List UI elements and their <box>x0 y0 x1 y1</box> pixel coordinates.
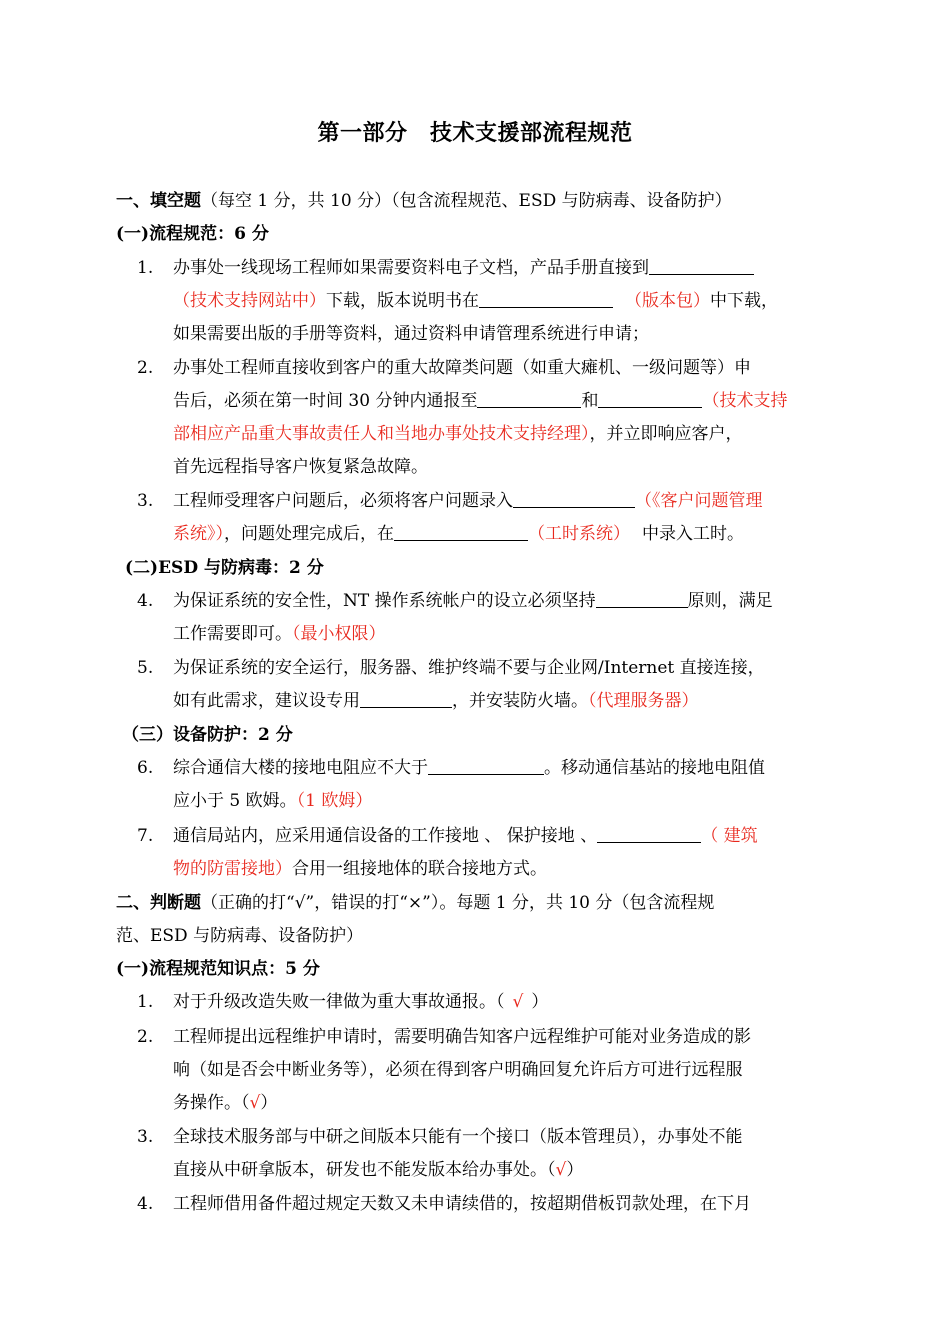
question-text: 直接从中研拿版本，研发也不能发版本给办事处。（ <box>173 1160 556 1180</box>
answer-text: （1 欧姆） <box>296 791 373 811</box>
answer-blank <box>649 256 754 275</box>
question-text: ，问题处理完成后，在 <box>224 524 394 544</box>
question-text: 办事处一线现场工程师如果需要资料电子文档，产品手册直接到 <box>173 258 649 278</box>
answer-check: √ <box>555 1160 567 1180</box>
question-text: 务操作。（ <box>173 1093 250 1113</box>
question-line <box>173 786 372 816</box>
question-number: 1. <box>137 992 154 1012</box>
subsection-esd: (二)ESD 与防病毒：2 分 <box>125 558 324 578</box>
answer-text: （《客户问题管理 <box>635 491 763 511</box>
question-line: 全球技术服务部与中研之间版本只能有一个接口（版本管理员），办事处不能 <box>173 1127 743 1147</box>
question-text: 中录入工时。 <box>642 524 744 544</box>
answer-check: √ <box>512 992 524 1012</box>
answer-blank <box>477 389 581 408</box>
answer-text: 部相应产品重大事故责任人和当地办事处技术支持经理） <box>173 424 590 444</box>
answer-text: 物的防雷接地） <box>173 859 292 879</box>
question-text: 告后，必须在第一时间 30 分钟内通报至 <box>173 391 478 411</box>
question-text: 中下载， <box>710 291 778 311</box>
heading-label: 二、判断题 <box>116 893 201 913</box>
heading-note-continued: 范、ESD 与防病毒、设备防护） <box>116 926 364 946</box>
question-number: 5. <box>137 658 154 678</box>
heading-note: （每空 1 分，共 10 分）（包含流程规范、ESD 与防病毒、设备防护） <box>201 191 732 211</box>
question-text: ，并立即响应客户， <box>589 424 743 444</box>
question-line <box>173 419 743 449</box>
question-text: ） <box>531 992 549 1012</box>
question-line <box>173 686 699 716</box>
question-text: ，并安装防火墙。 <box>452 691 588 711</box>
question-line <box>173 821 758 851</box>
question-line: 为保证系统的安全运行，服务器、维护终端不要与企业网/Internet 直接连接， <box>173 658 765 678</box>
question-line: 如果需要出版的手册等资料，通过资料申请管理系统进行申请； <box>173 324 649 344</box>
question-text: 如有此需求，建议设专用 <box>173 691 360 711</box>
section-heading-fill-in <box>116 186 732 216</box>
question-number: 3. <box>137 1127 154 1147</box>
question-line <box>173 486 763 516</box>
question-text: ） <box>566 1160 584 1180</box>
answer-text: （版本包） <box>625 291 710 311</box>
question-text: 通信局站内，应采用通信设备的工作接地 、 保护接地 、 <box>173 826 598 846</box>
subsection-equipment: （三）设备防护：2 分 <box>122 725 293 745</box>
question-line <box>173 253 754 283</box>
question-text: 。移动通信基站的接地电阻值 <box>544 758 765 778</box>
answer-text: 系统》） <box>173 524 224 544</box>
question-text: 和 <box>581 391 599 411</box>
question-number: 6. <box>137 758 154 778</box>
question-number: 1. <box>137 258 154 278</box>
question-text: 原则，满足 <box>687 591 773 611</box>
question-line <box>173 386 787 416</box>
question-line: 办事处工程师直接收到客户的重大故障类问题（如重大瘫机、一级问题等）申 <box>173 358 751 378</box>
question-number: 3. <box>137 491 154 511</box>
subsection-process: (一)流程规范：6 分 <box>116 224 269 244</box>
answer-blank <box>598 389 702 408</box>
question-line <box>173 1155 583 1185</box>
page-title: 第一部分 技术支援部流程规范 <box>317 120 633 146</box>
question-line: 工程师借用备件超过规定天数又未申请续借的，按超期借板罚款处理，在下月 <box>173 1194 751 1214</box>
answer-text: （最小权限） <box>292 624 386 644</box>
question-line <box>173 519 744 549</box>
question-line <box>173 286 778 316</box>
answer-text: （工时系统） <box>528 524 630 544</box>
answer-blank <box>596 589 688 608</box>
question-line <box>173 854 547 884</box>
answer-blank <box>394 522 528 541</box>
answer-blank <box>428 756 544 775</box>
question-line <box>173 586 773 616</box>
question-text: 综合通信大楼的接地电阻应不大于 <box>173 758 428 778</box>
question-text: ） <box>260 1093 278 1113</box>
question-number: 4. <box>137 591 154 611</box>
question-line <box>173 1088 277 1118</box>
question-text: 应小于 5 欧姆。 <box>173 791 297 811</box>
question-line <box>173 753 765 783</box>
question-text: 下载，版本说明书在 <box>326 291 479 311</box>
answer-check: √ <box>249 1093 261 1113</box>
question-text: 工程师受理客户问题后，必须将客户问题录入 <box>173 491 513 511</box>
question-text: 合用一组接地体的联合接地方式。 <box>292 859 547 879</box>
answer-blank <box>597 824 701 843</box>
question-line: 首先远程指导客户恢复紧急故障。 <box>173 457 428 477</box>
subsection-process-knowledge: (一)流程规范知识点：5 分 <box>116 959 320 979</box>
answer-text: （代理服务器） <box>588 691 699 711</box>
question-line <box>173 987 548 1017</box>
answer-blank <box>360 689 452 708</box>
answer-text: （技术支持网站中） <box>173 291 326 311</box>
heading-note: （正确的打“√”，错误的打“×”）。每题 1 分，共 10 分（包含流程规 <box>201 893 715 913</box>
question-text: 对于升级改造失败一律做为重大事故通报。（ <box>173 992 505 1012</box>
question-text: 工作需要即可。 <box>173 624 292 644</box>
answer-blank <box>513 489 635 508</box>
answer-blank <box>479 289 613 308</box>
heading-label: 一、填空题 <box>116 191 201 211</box>
question-line: 工程师提出远程维护申请时，需要明确告知客户远程维护可能对业务造成的影 <box>173 1027 751 1047</box>
question-number: 4. <box>137 1194 154 1214</box>
question-line: 响（如是否会中断业务等），必须在得到客户明确回复允许后方可进行远程服 <box>173 1060 743 1080</box>
question-number: 2. <box>137 358 154 378</box>
answer-text: （ 建筑 <box>701 826 758 846</box>
question-number: 7. <box>137 826 154 846</box>
question-number: 2. <box>137 1027 154 1047</box>
section-heading-true-false <box>116 888 714 918</box>
question-line <box>173 619 386 649</box>
answer-text: （技术支持 <box>702 391 788 411</box>
question-text: 为保证系统的安全性，NT 操作系统帐户的设立必须坚持 <box>173 591 596 611</box>
